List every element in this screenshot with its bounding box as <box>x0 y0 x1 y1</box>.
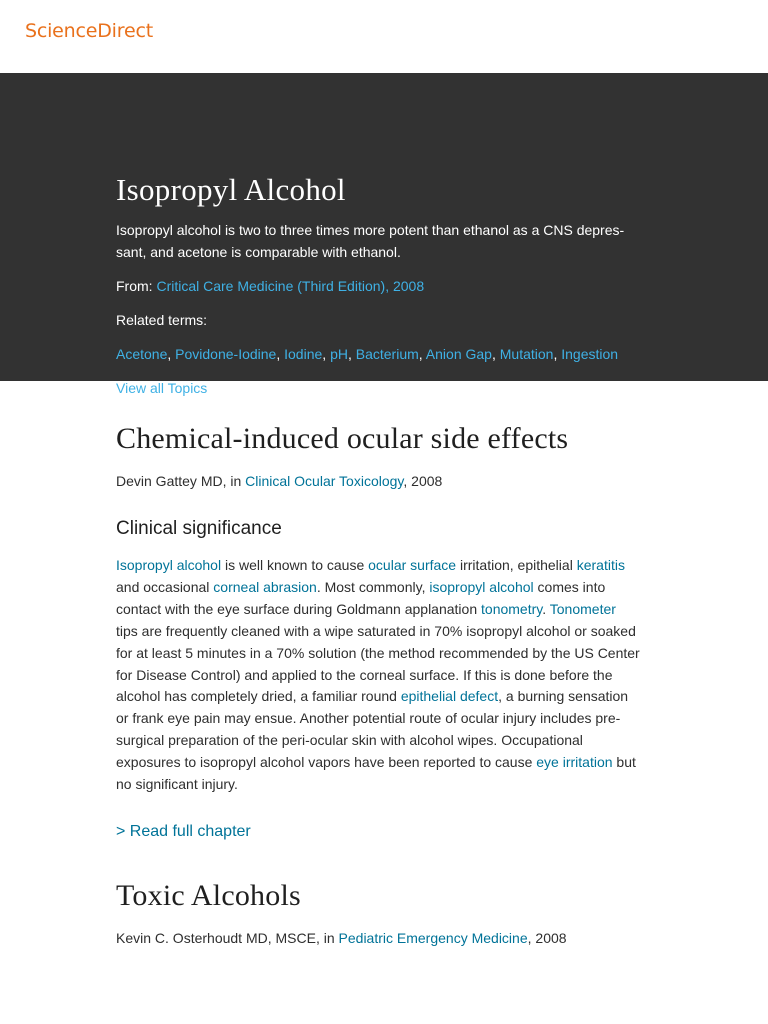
related-terms-list: Acetone, Povidone-Iodine, Iodine, pH, Bacterium, Anion Gap, Mutation, Ingestion <box>116 346 619 362</box>
chapter-title[interactable]: Toxic Alcohols <box>116 878 301 912</box>
term-link[interactable]: isopropyl alcohol <box>429 578 534 595</box>
topic-source <box>116 275 652 297</box>
term-link[interactable]: Isopropyl alcohol <box>116 557 222 573</box>
top-bar <box>0 0 768 73</box>
related-term-link[interactable]: Povidone-Iodine <box>175 346 277 362</box>
chapter-author: Kevin C. Osterhoudt MD, MSCE, in <box>116 929 335 946</box>
topic-definition: Isopropyl alcohol is two to three times more potent than ethanol as a CNS depres-sant, and acetone is comparable with ethanol. <box>116 222 625 260</box>
related-term-link[interactable]: Mutation <box>499 346 554 362</box>
section-title: Clinical significance <box>116 518 282 539</box>
topic-hero <box>0 73 768 396</box>
term-link[interactable]: corneal abrasion <box>213 578 317 595</box>
chapter-result <box>116 878 652 949</box>
read-full-chapter-link[interactable]: > Read full chapter <box>116 822 251 840</box>
related-term-link[interactable]: Anion Gap <box>425 346 492 362</box>
related-term-link[interactable]: Acetone <box>116 346 168 362</box>
related-term-link[interactable]: Ingestion <box>561 346 619 362</box>
term-link[interactable]: Tonometer <box>549 600 616 617</box>
term-link[interactable]: tonometry <box>481 600 543 617</box>
chapter-result <box>116 381 652 841</box>
related-term-link[interactable]: Iodine <box>284 346 323 362</box>
term-link[interactable]: eye irritation <box>536 754 613 771</box>
term-link[interactable]: ocular surface <box>368 557 457 573</box>
book-link[interactable]: Clinical Ocular Toxicology <box>245 473 404 489</box>
chapter-excerpt: Isopropyl alcohol is well known to cause ocular surface irritation, epithelial keratitis and occasional corneal abrasion. Most commonly, isopropyl alcohol comes into contact with the eye surface during Goldmann applanation tonometry. Tonometer tips are frequently cleaned with a wipe saturated in 70% isopropyl alcohol or soaked for at least 5 minutes in a 70% solution (the method recommended by the US Center for Disease Control) and applied to the corneal surface. If this is done before the alcohol has completely dried, a familiar round epithelial defect, a burning sensation or frank eye pain may ensue. Another potential route of ocular injury includes pre-surgical preparation of the peri-ocular skin with alcohol wipes. Occupational exposures to isopropyl alcohol vapors have been reported to cause eye irritation but no significant injury. <box>116 557 640 793</box>
related-terms-label: Related terms: <box>116 312 208 328</box>
related-term-link[interactable]: pH <box>330 346 348 362</box>
from-label: From: <box>116 278 153 294</box>
book-link[interactable]: Pediatric Emergency Medicine <box>338 929 528 946</box>
main-content <box>0 381 768 949</box>
view-all-topics-link[interactable]: View all Topics <box>116 380 208 396</box>
chapter-year: , 2008 <box>527 929 567 946</box>
term-link[interactable]: keratitis <box>576 557 625 573</box>
chapter-byline <box>116 470 652 492</box>
chapter-year: , 2008 <box>403 473 443 489</box>
source-link[interactable]: Critical Care Medicine (Third Edition), 2008 <box>156 278 425 294</box>
term-link[interactable]: epithelial defect <box>400 688 499 705</box>
related-term-link[interactable]: Bacterium <box>355 346 419 362</box>
chapter-byline <box>116 927 652 949</box>
chapter-title[interactable]: Chemical-induced ocular side effects <box>116 422 569 455</box>
topic-title: Isopropyl Alcohol <box>116 172 346 207</box>
sciencedirect-logo[interactable]: ScienceDirect <box>25 20 153 42</box>
chapter-author: Devin Gattey MD, in <box>116 473 242 489</box>
